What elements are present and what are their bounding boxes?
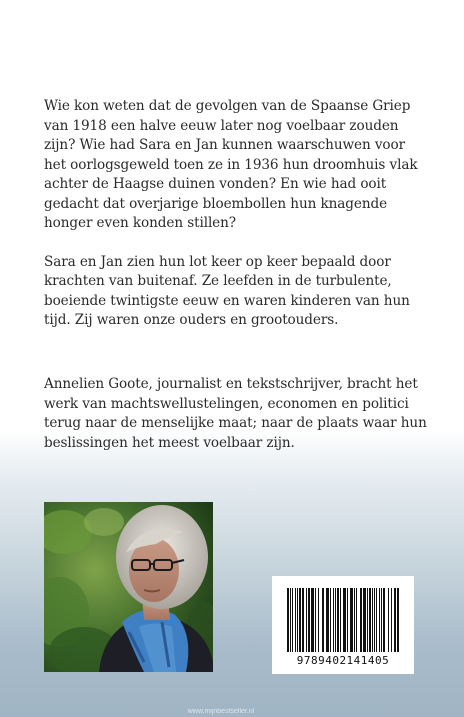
- blurb-paragraph-2: Sara en Jan zien hun lot keer op keer bepaald door krachten van buitenaf. Ze leefden in de turbulente, boeiende twintigste eeuw en waren kinderen van hun tijd. Zij waren onze ouders en grootouders.: [44, 253, 410, 328]
- author-photo: [44, 502, 213, 672]
- publisher-website: www.mijnbestseller.nl: [187, 708, 255, 715]
- author-bio: [44, 375, 434, 453]
- author-bio-text: Annelien Goote, journalist en tekstschrijver, bracht het werk van machtswellustelingen, economen en politici terug naar de menselijke maat; naar de plaats waar hun beslissingen het meest voelbaar zijn.: [44, 376, 427, 451]
- back-cover-blurb: [44, 97, 424, 331]
- barcode-bars: [287, 588, 399, 652]
- isbn-number: 9789402141405: [296, 654, 390, 667]
- blurb-paragraph-1: Wie kon weten dat de gevolgen van de Spaanse Griep van 1918 een halve eeuw later nog voelbaar zouden zijn? Wie had Sara en Jan kunnen waarschuwen voor het oorlogsgeweld toen ze in 1936 hun droomhuis vlak achter de Haagse duinen vonden? En wie had ooit gedacht dat overjarige bloembollen hun knagende honger even konden stillen?: [44, 98, 418, 231]
- barcode: [272, 576, 414, 674]
